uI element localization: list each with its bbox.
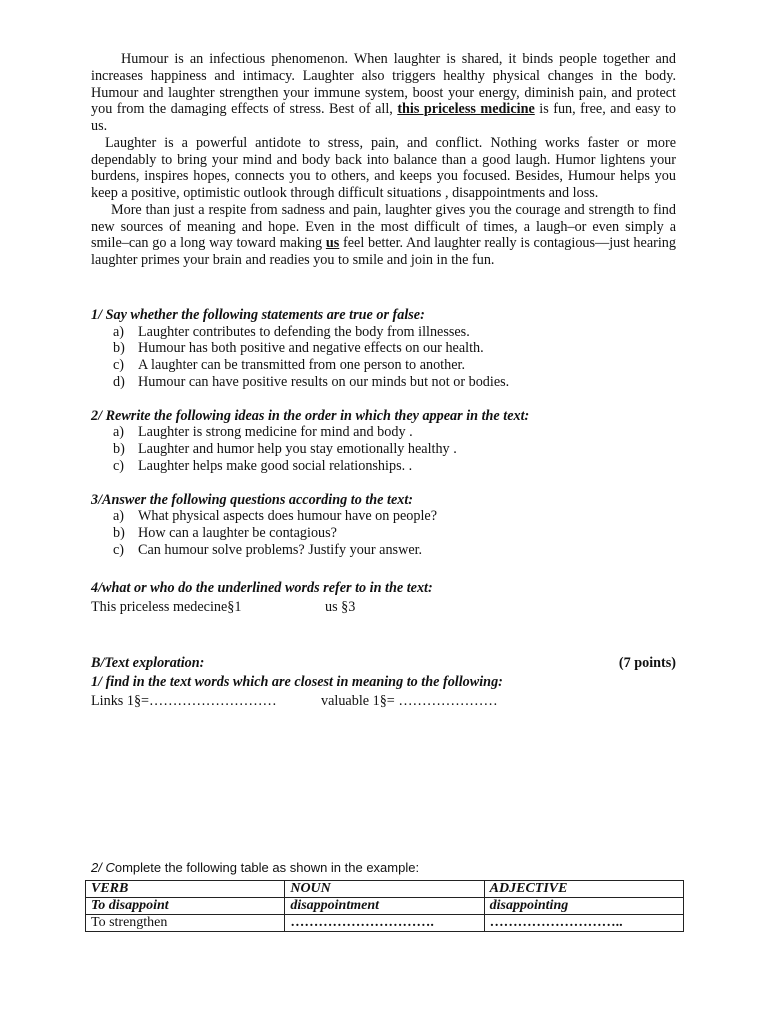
table-row — [86, 898, 684, 915]
item-marker: a) — [113, 323, 125, 340]
paragraph-3-end: feel better. And laughter really is contagious—just hearing laughter primes your brain and readies you to smile and join in the fun. — [91, 235, 676, 268]
reference-2: us §3 — [325, 599, 356, 616]
paragraph-3-text: More than just a respite from sadness and pain, laughter gives you the courage and strength to find new sources of meaning and hope. Even in the most difficult of times, a laugh–or even simply a smile–can go a long way toward making — [91, 201, 676, 252]
text-paragraph-1 — [91, 51, 676, 135]
section-b-question-1-title: 1/ find in the text words which are closest in meaning to the following: — [91, 673, 503, 690]
synonym-item-1: Links 1§=……………………… — [91, 692, 277, 709]
item-text: Laughter helps make good social relationships. . — [138, 457, 413, 474]
synonym-items — [91, 693, 676, 710]
item-text: How can a laughter be contagious? — [138, 525, 337, 541]
word-forms-table — [85, 880, 684, 932]
noun-blank[interactable]: …………………………. — [285, 915, 484, 932]
list-item — [91, 340, 676, 357]
table-cell: disappointing — [484, 898, 683, 915]
list-item — [91, 542, 676, 559]
item-text: Can humour solve problems? Justify your answer. — [138, 541, 423, 558]
item-marker: c) — [113, 457, 125, 474]
underlined-word: us — [325, 235, 340, 252]
header-adjective: ADJECTIVE — [484, 881, 683, 898]
item-text: Humour has both positive and negative effects on our health. — [138, 340, 484, 357]
item-marker: a) — [113, 424, 125, 441]
table-cell: To strengthen — [86, 915, 285, 932]
table-instruction-lead: 2/ C — [91, 860, 115, 875]
question-2-list — [91, 424, 676, 474]
table-header-row — [86, 881, 684, 898]
item-text: Humour can have positive results on our minds but not or bodies. — [138, 373, 510, 390]
text-paragraph-2: Laughter is a powerful antidote to stress, pain, and conflict. Nothing works faster or more dependably to bring your mind and body back into balance than a good laugh. Humor lightens your burdens, inspires hopes, connects you to others, and keeps you focused. Besides, Humour helps you keep a positive, optimistic outlook through difficult situations , disappointments and loss. — [91, 134, 676, 201]
item-marker: d) — [113, 373, 125, 390]
adjective-blank[interactable]: ……………………….. — [484, 915, 683, 932]
question-2-title: 2/ Rewrite the following ideas in the order in which they appear in the text: — [91, 407, 530, 424]
question-3-list — [91, 508, 676, 558]
item-marker: a) — [113, 508, 125, 525]
table-cell: To disappoint — [86, 898, 285, 915]
table-instruction-text: omplete the following table as shown in the example: — [114, 860, 420, 875]
list-item — [91, 508, 676, 525]
question-4-references — [91, 599, 676, 616]
item-marker: b) — [113, 525, 125, 541]
list-item — [91, 374, 676, 391]
item-text: What physical aspects does humour have on people? — [138, 508, 438, 525]
question-3-title: 3/Answer the following questions according to the text: — [91, 491, 414, 508]
item-text: Laughter and humor help you stay emotionally healthy . — [138, 441, 457, 457]
table-cell: disappointment — [285, 898, 484, 915]
list-item — [91, 441, 676, 458]
section-b-title: B/Text exploration: — [91, 655, 205, 671]
header-noun: NOUN — [285, 881, 484, 898]
reference-1: This priceless medecine§1 — [91, 599, 242, 616]
list-item — [91, 424, 676, 441]
table-instruction — [91, 860, 419, 877]
item-marker: b) — [113, 340, 125, 357]
paragraph-1-end: is fun, free, and easy to us. — [91, 101, 676, 134]
synonym-item-2: valuable 1§= ………………… — [321, 692, 498, 709]
list-item — [91, 324, 676, 341]
list-item — [91, 458, 676, 475]
worksheet — [91, 51, 676, 709]
question-4-title: 4/what or who do the underlined words refer to in the text: — [91, 579, 433, 596]
list-item — [91, 525, 676, 542]
table-row — [86, 915, 684, 932]
points-label: (7 points) — [618, 655, 676, 671]
item-marker: c) — [113, 541, 125, 558]
item-marker: c) — [113, 357, 125, 373]
text-paragraph-3 — [91, 202, 676, 269]
item-text: Laughter contributes to defending the body from illnesses. — [138, 323, 470, 340]
header-verb: VERB — [86, 881, 285, 898]
list-item — [91, 357, 676, 374]
question-1-list — [91, 324, 676, 391]
question-1-title: 1/ Say whether the following statements are true or false: — [91, 306, 425, 323]
underlined-phrase: this priceless medicine — [397, 101, 535, 118]
section-b-header — [91, 655, 676, 672]
paragraph-1-text: Humour is an infectious phenomenon. When laughter is shared, it binds people together and increases happiness and intimacy. Laughter also triggers healthy physical changes in the body. Humour and laughter strengthen your immune system, boost your energy, diminish pain, and protect you from the damaging effects of stress. Best of all, — [91, 51, 676, 118]
item-marker: b) — [113, 441, 125, 457]
item-text: Laughter is strong medicine for mind and body . — [138, 424, 413, 441]
item-text: A laughter can be transmitted from one person to another. — [138, 357, 466, 373]
